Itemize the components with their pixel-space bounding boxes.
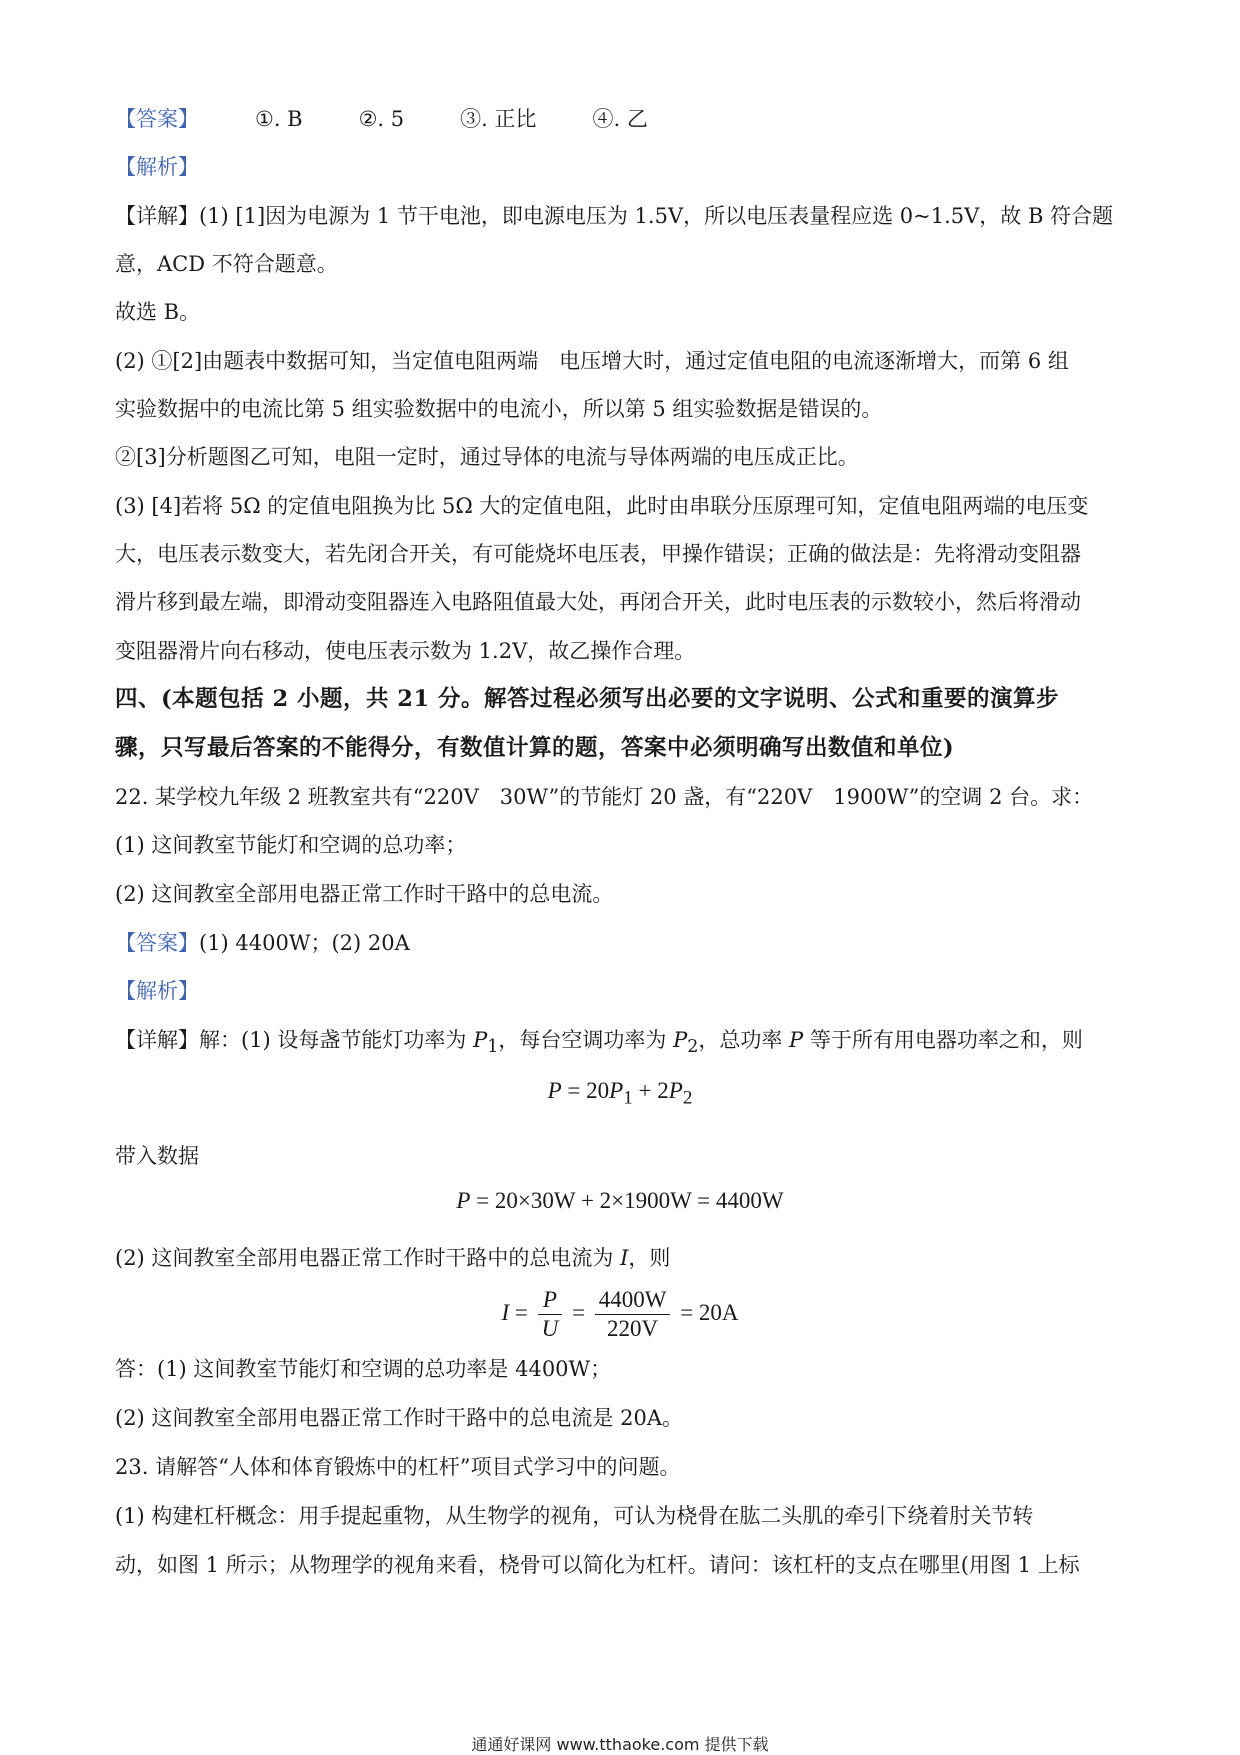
formula-1-p1-sub: 1: [623, 1087, 633, 1109]
formula-3-eq2: =: [566, 1299, 591, 1325]
formula-1-lhs: P: [547, 1078, 562, 1103]
var-p1-sub: 1: [487, 1037, 499, 1058]
var-p2-sub: 2: [687, 1037, 699, 1058]
detail-1-line-9: 滑片移到最左端，即滑动变阻器连入电路阻值最大处，再闭合开关，此时电压表的示数较小，然后将滑动: [115, 590, 1081, 614]
q22-final-2: (2) 这间教室全部用电器正常工作时干路中的总电流是 20A。: [115, 1406, 683, 1430]
formula-1-p2: P: [668, 1078, 683, 1103]
q22-answer-tag: 【答案】: [115, 931, 199, 955]
answer-tag: 【答案】: [115, 107, 199, 131]
answer-item-1: ①. B: [255, 107, 303, 131]
q22-detail-post: 等于所有用电器功率之和，则: [803, 1028, 1083, 1052]
var-i: I: [620, 1246, 629, 1270]
formula-1-p2-sub: 2: [682, 1087, 693, 1109]
q22-stem: 22. 某学校九年级 2 班教室共有“220V 30W”的节能灯 20 盏，有“220V 1900W”的空调 2 台。求：: [115, 785, 1094, 809]
detail-tag-1: 【详解】: [115, 204, 199, 228]
section-4-heading-line-1: 四、(本题包括 2 小题，共 21 分。解答过程必须写出必要的文字说明、公式和重要的演算步: [115, 686, 1059, 712]
section-4-heading-line-2: 骤，只写最后答案的不能得分，有数值计算的题，答案中必须明确写出数值和单位): [115, 735, 955, 761]
fraction-1-denominator: U: [541, 1316, 559, 1341]
formula-3-result: = 20A: [674, 1299, 739, 1325]
formula-1-eq: = 20: [561, 1078, 610, 1103]
detail-1-line-4: (2) ①[2]由题表中数据可知，当定值电阻两端 电压增大时，通过定值电阻的电流逐渐增大，而第 6 组: [115, 349, 1069, 373]
fraction-2-denominator: 220V: [607, 1316, 659, 1341]
formula-2-rhs: = 20×30W + 2×1900W = 4400W: [470, 1188, 784, 1213]
q22-part2-post: ，则: [628, 1246, 671, 1270]
q22-analysis-tag: 【解析】: [115, 979, 199, 1003]
formula-3-lhs: I: [501, 1299, 510, 1325]
q22-final-1: 答：(1) 这间教室节能灯和空调的总功率是 4400W；: [115, 1357, 612, 1381]
formula-current: [0, 1286, 1240, 1343]
formula-1-plus: + 2: [632, 1078, 669, 1103]
q22-detail-mid1: ，每台空调功率为: [498, 1028, 674, 1052]
answer-line: [115, 104, 1135, 134]
q23-stem: 23. 请解答“人体和体育锻炼中的杠杆”项目式学习中的问题。: [115, 1455, 681, 1479]
formula-2-lhs: P: [456, 1188, 471, 1213]
detail-1-line-10: 变阻器滑片向右移动，使电压表示数为 1.2V，故乙操作合理。: [115, 639, 696, 663]
answer-item-4: ④. 乙: [592, 107, 648, 131]
q23-line-1: (1) 构建杠杆概念：用手提起重物，从生物学的视角，可认为桡骨在肱二头肌的牵引下绕着肘关节转: [115, 1504, 1034, 1528]
formula-1-p1: P: [609, 1078, 624, 1103]
fraction-2-numerator: 4400W: [595, 1286, 671, 1315]
q22-part2-pre: (2) 这间教室全部用电器正常工作时干路中的总电流为: [115, 1246, 621, 1270]
formula-substitution: [0, 1188, 1240, 1214]
q22-sub-2: (2) 这间教室全部用电器正常工作时干路中的总电流。: [115, 882, 614, 906]
q22-detail-line: [115, 1025, 1135, 1062]
q22-part2-line: [115, 1243, 1135, 1273]
answer-item-3: ③. 正比: [460, 107, 537, 131]
var-p: P: [789, 1028, 804, 1052]
detail-1-line-6: ②[3]分析题图乙可知，电阻一定时，通过导体的电流与导体两端的电压成正比。: [115, 445, 859, 469]
detail-1-line-3: 故选 B。: [115, 300, 201, 324]
q22-answer-line: [115, 928, 1135, 958]
var-p2: P: [673, 1028, 688, 1052]
answer-item-2: ②. 5: [358, 107, 405, 131]
q23-line-2: 动，如图 1 所示；从物理学的视角来看，桡骨可以简化为杠杆。请问：该杠杆的支点在哪里(用图 1 上标: [115, 1553, 1080, 1577]
fraction-p-over-u: [538, 1286, 563, 1343]
fraction-1-numerator: P: [542, 1287, 557, 1312]
formula-total-power: [0, 1078, 1240, 1110]
page-footer: 通通好课网 www.tthaoke.com 提供下载: [471, 1735, 769, 1754]
formula-3-eq1: =: [509, 1299, 534, 1325]
substitute-label: 带入数据: [115, 1144, 199, 1168]
detail-1-line-8: 大，电压表示数变大，若先闭合开关，有可能烧坏电压表，甲操作错误；正确的做法是：先将滑动变阻器: [115, 542, 1081, 566]
detail-1-line-1: [115, 201, 1135, 231]
q22-sub-1: (1) 这间教室节能灯和空调的总功率；: [115, 833, 467, 857]
q22-detail-mid2: ，总功率: [698, 1028, 790, 1052]
analysis-tag-1: 【解析】: [115, 155, 199, 179]
detail-1-line-7: (3) [4]若将 5Ω 的定值电阻换为比 5Ω 大的定值电阻，此时由串联分压原理可知，定值电阻两端的电压变: [115, 494, 1089, 518]
q22-answer: (1) 4400W；(2) 20A: [199, 931, 410, 955]
var-p1: P: [473, 1028, 488, 1052]
fraction-values: [595, 1286, 671, 1343]
q22-detail-tag: 【详解】: [115, 1028, 199, 1052]
detail-1-line-2: 意，ACD 不符合题意。: [115, 252, 338, 276]
detail-1-text-1: (1) [1]因为电源为 1 节干电池，即电源电压为 1.5V，所以电压表量程应选 0~1.5V，故 B 符合题: [199, 204, 1114, 228]
detail-1-line-5: 实验数据中的电流比第 5 组实验数据中的电流小，所以第 5 组实验数据是错误的。: [115, 397, 883, 421]
q22-detail-pre: 解：(1) 设每盏节能灯功率为: [199, 1028, 474, 1052]
